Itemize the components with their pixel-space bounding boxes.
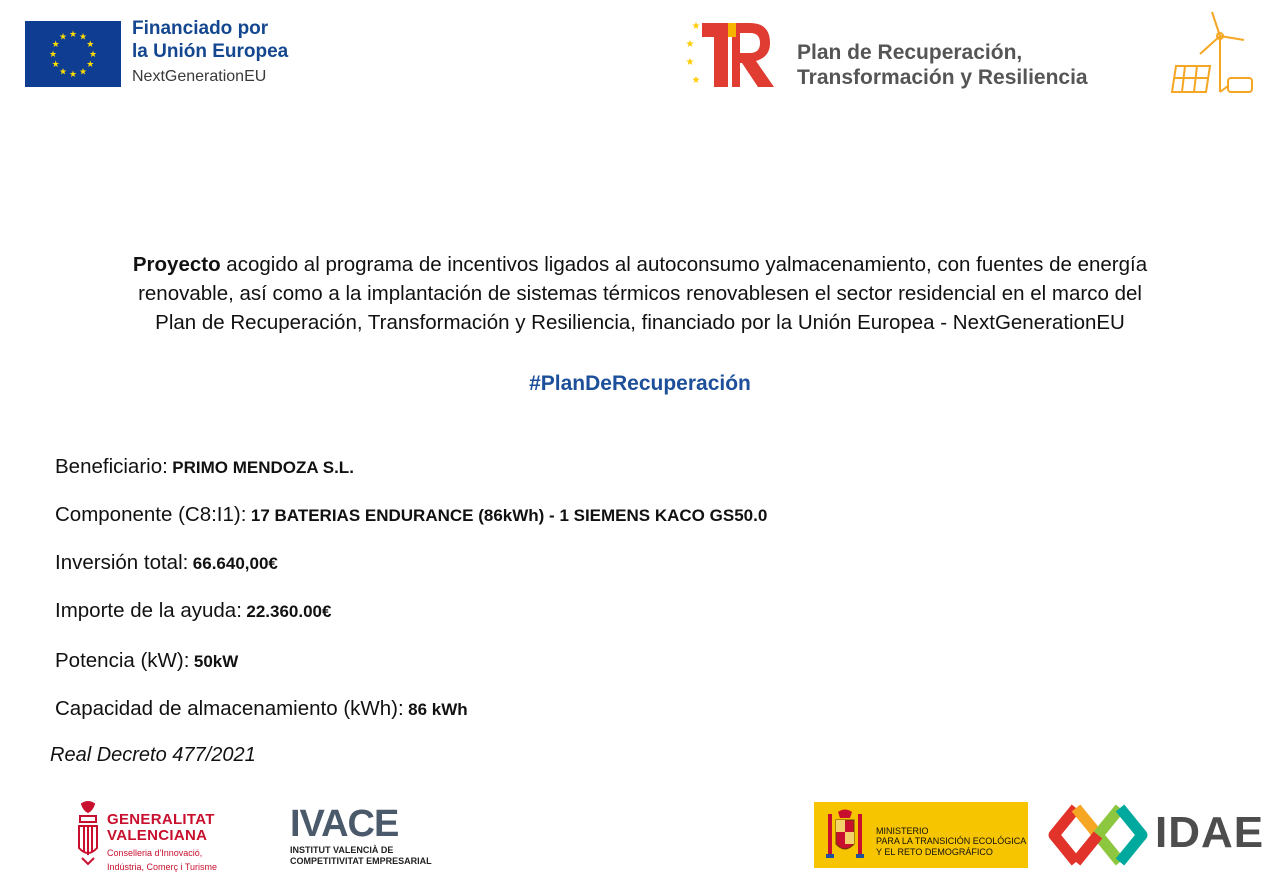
svg-text:★: ★: [691, 21, 701, 32]
gva-logo-text: [107, 812, 217, 872]
idae-mark-icon: [1046, 800, 1150, 870]
detail-value: 22.360.00€: [246, 602, 332, 621]
detail-value: 17 BATERIAS ENDURANCE (86kWh) - 1 SIEMENS KACO GS50.0: [250, 506, 768, 525]
eu-funding-text: [132, 18, 288, 86]
gva-sub-2: Indústria, Comerç i Turisme: [107, 861, 218, 872]
svg-text:★: ★: [68, 30, 78, 40]
idae-logo-text: IDAE: [1155, 808, 1265, 857]
plan-line-2: Transformación y Resiliencia: [797, 66, 1088, 90]
intro-line-1: [40, 250, 1240, 279]
svg-text:★: ★: [691, 75, 701, 86]
svg-text:★: ★: [88, 50, 98, 60]
detail-row-ayuda: [55, 599, 331, 623]
intro-line-1-text: acogido al programa de incentivos ligados al autoconsumo yalmacenamiento, con fuentes de energía: [220, 253, 1148, 276]
ministry-line-1: MINISTERIO: [876, 826, 929, 836]
svg-text:★: ★: [51, 40, 60, 50]
intro-lead: Proyecto: [132, 253, 221, 276]
detail-label: Componente (C8:I1):: [55, 503, 247, 526]
spain-coat-of-arms-icon: [822, 808, 868, 862]
wind-solar-icon: [1170, 10, 1260, 98]
tr-logo: [684, 19, 776, 91]
svg-text:★: ★: [86, 60, 95, 70]
svg-text:★: ★: [78, 32, 88, 43]
svg-text:★: ★: [58, 32, 68, 43]
detail-row-componente: [55, 503, 767, 527]
svg-text:★: ★: [51, 60, 60, 70]
ministry-line-3: Y EL RETO DEMOGRÁFICO: [876, 846, 993, 857]
detail-row-inversion: [55, 551, 278, 575]
eu-line-3: NextGenerationEU: [132, 67, 267, 85]
plan-recuperacion-text: [797, 40, 1088, 90]
detail-value: 50kW: [193, 652, 239, 671]
svg-text:★: ★: [685, 39, 695, 50]
svg-text:★: ★: [48, 50, 58, 60]
intro-line-3: Plan de Recuperación, Transformación y Resiliencia, financiado por la Unión Europea - NextGenerationEU: [155, 311, 1125, 335]
plan-line-1: Plan de Recuperación,: [797, 41, 1023, 64]
gva-sub-1: Conselleria d'Innovació,: [107, 847, 203, 858]
detail-label: Potencia (kW):: [55, 649, 190, 672]
ivace-sub-1: INSTITUT VALENCIÀ DE: [290, 845, 394, 855]
intro-line-2: renovable, así como a la implantación de sistemas térmicos renovablesen el sector residencial en el marco del: [138, 282, 1142, 306]
ministry-text: [876, 826, 1026, 857]
detail-value: 66.640,00€: [192, 554, 278, 573]
detail-row-beneficiario: [55, 455, 354, 479]
svg-text:★: ★: [685, 57, 695, 68]
real-decreto: Real Decreto 477/2021: [50, 744, 256, 766]
detail-row-potencia: [55, 649, 238, 673]
detail-value: 86 kWh: [408, 700, 468, 719]
svg-text:★: ★: [68, 70, 78, 80]
ivace-logo: [290, 800, 410, 842]
ivace-logo-text: IVACE: [290, 803, 399, 842]
gva-emblem-icon: [76, 800, 100, 866]
ivace-subtitle: [290, 845, 432, 867]
hashtag: #PlanDeRecuperación: [529, 372, 751, 395]
svg-text:★: ★: [58, 67, 68, 78]
detail-value: PRIMO MENDOZA S.L.: [172, 458, 354, 477]
gva-line-2: VALENCIANA: [107, 826, 208, 844]
svg-text:★: ★: [78, 67, 88, 78]
gva-line-1: GENERALITAT: [107, 811, 215, 828]
detail-label: Beneficiario:: [55, 455, 168, 478]
detail-label: Importe de la ayuda:: [55, 599, 242, 622]
ministry-line-2: PARA LA TRANSICIÓN ECOLÓGICA: [876, 836, 1027, 847]
svg-text:★: ★: [86, 40, 95, 50]
detail-row-capacidad: [55, 697, 468, 721]
ivace-sub-2: COMPETITIVITAT EMPRESARIAL: [290, 855, 432, 866]
eu-line-1: Financiado por: [132, 18, 269, 39]
detail-label: Capacidad de almacenamiento (kWh):: [55, 697, 404, 720]
detail-label: Inversión total:: [55, 551, 189, 574]
intro-paragraph: [40, 250, 1240, 337]
eu-line-2: la Unión Europea: [132, 40, 289, 62]
eu-flag-icon: [25, 21, 121, 87]
